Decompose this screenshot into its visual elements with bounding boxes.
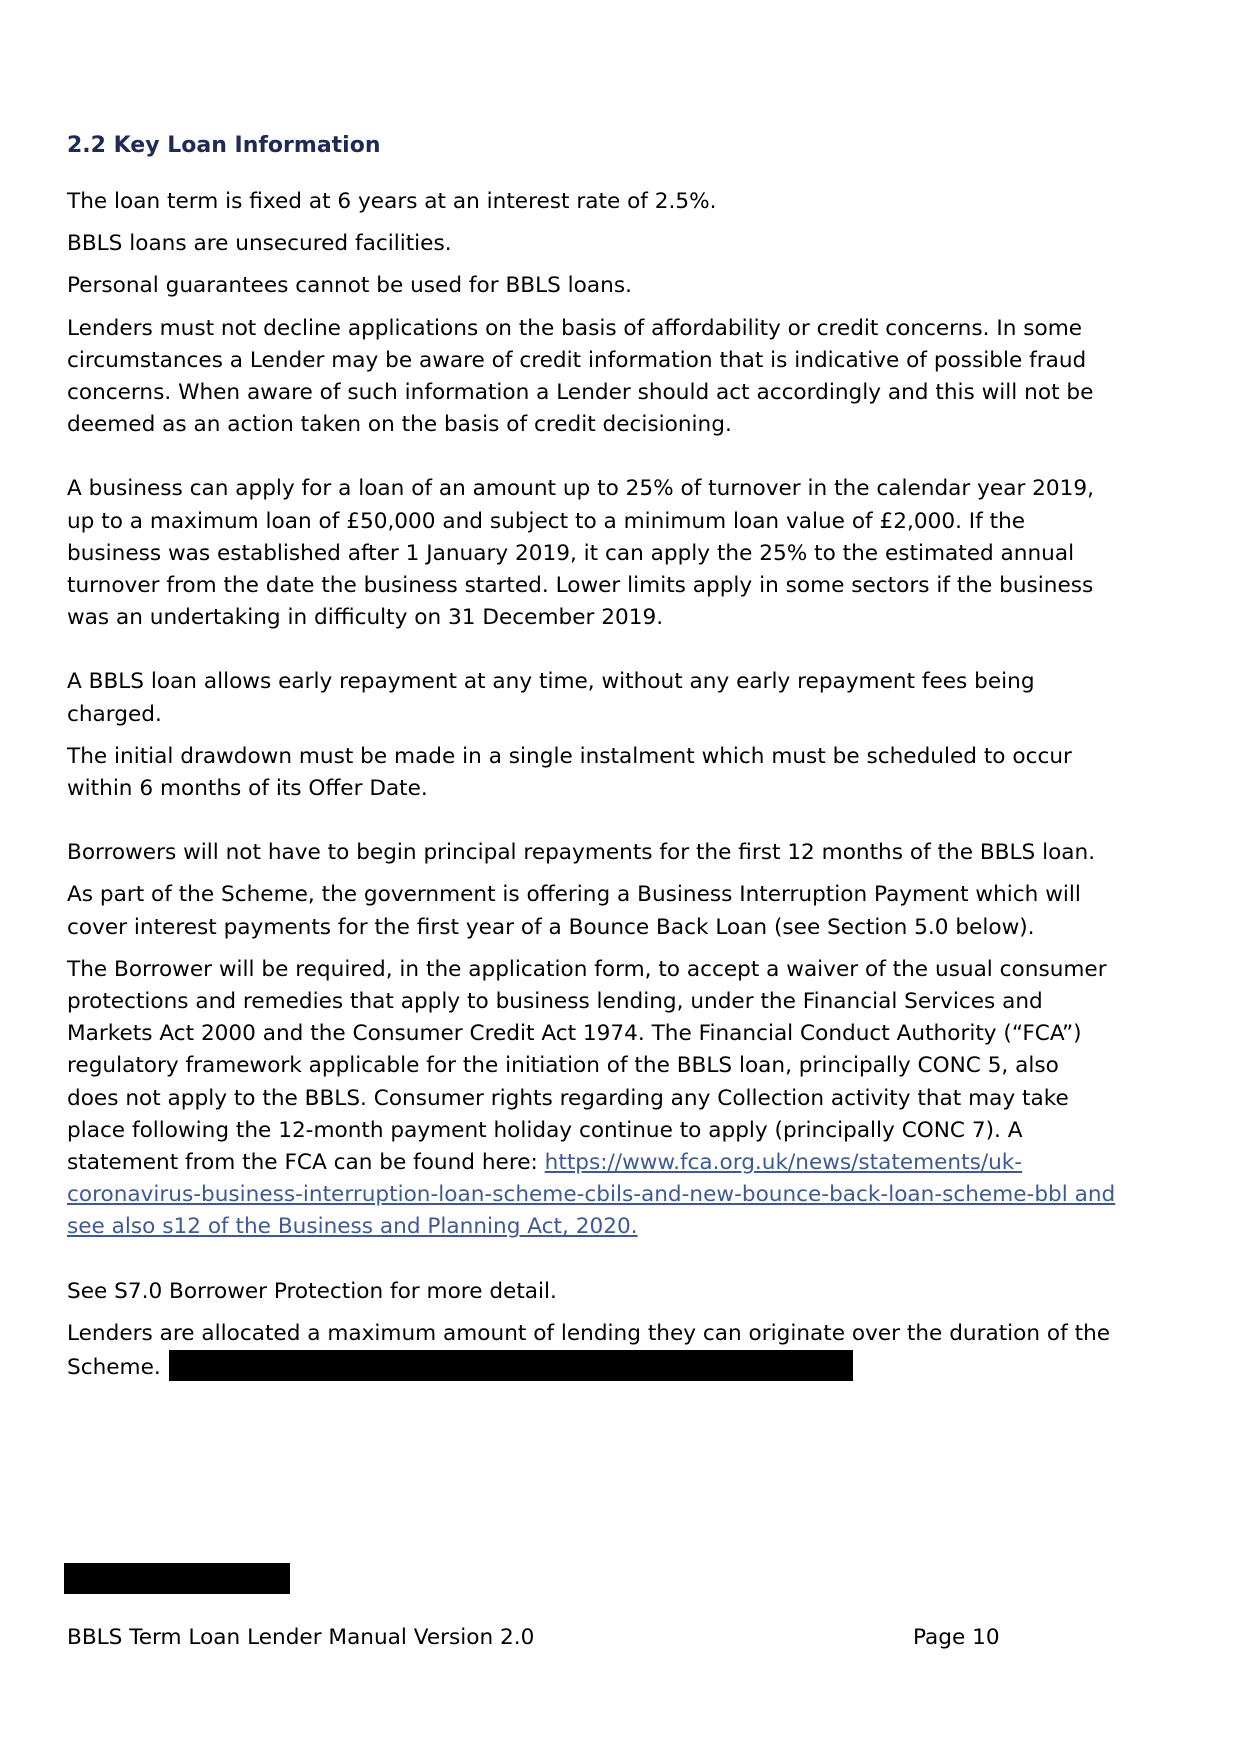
page-content xyxy=(67,130,1117,1394)
page-footer xyxy=(67,1622,1007,1654)
paragraph-loan-term: The loan term is fixed at 6 years at an interest rate of 2.5%. xyxy=(67,189,717,214)
paragraph-guarantees: Personal guarantees cannot be used for BBLS loans. xyxy=(67,273,632,299)
page-number: Page 10 xyxy=(913,1625,1000,1650)
paragraph-loan-amount: A business can apply for a loan of an amount up to 25% of turnover in the calendar year 2019, up to a maximum loan of £50,000 and subject to a minimum loan value of £2,000. If the business was established after 1 January 2019, it can apply the 25% to the estimated annual turnover from the date the business started. Lower limits apply in some sectors if the business was an undertaking in difficulty on 31 December 2019. xyxy=(67,476,1094,631)
lending-allocation-text: Lenders are allocated a maximum amount of lending they can originate over the duration of the Scheme. xyxy=(67,1320,1111,1381)
paragraph-business-interruption: As part of the Scheme, the government is offering a Business Interruption Payment which will cover interest payments for the first year of a Bounce Back Loan (see Section 5.0 below). xyxy=(67,882,1081,940)
paragraph-early-repayment: A BBLS loan allows early repayment at any time, without any early repayment fees being charged. xyxy=(67,669,1035,727)
section-heading: 2.2 Key Loan Information xyxy=(67,133,381,158)
fca-statement-link[interactable]: https://www.fca.org.uk/news/statements/uk-coronavirus-business-interruption-loan-scheme-cbils-and-new-bounce-back-loan-scheme-bbl and see also s12 of the Business and Planning Act, 2020. xyxy=(67,1150,1116,1240)
consumer-protection-text: The Borrower will be required, in the application form, to accept a waiver of the usual consumer protections and remedies that apply to business lending, under the Financial Services and Markets Act 2000 and the Consumer Credit Act 1974. The Financial Conduct Authority (“FCA”) regulatory framework applicable for the initiation of the BBLS loan, principally CONC 5, also does not apply to the BBLS. Consumer rights regarding any Collection activity that may take place following the 12-month payment holiday continue to apply (principally CONC 7). A statement from the FCA can be found here: xyxy=(67,956,1107,1176)
footer-title: BBLS Term Loan Lender Manual Version 2.0 xyxy=(67,1625,535,1650)
paragraph-principal-repayments: Borrowers will not have to begin principal repayments for the first 12 months of the BBLS loan. xyxy=(67,840,1096,866)
paragraph-drawdown: The initial drawdown must be made in a single instalment which must be scheduled to occur within 6 months of its Offer Date. xyxy=(67,743,1072,802)
redaction-bar-continued xyxy=(64,1563,290,1594)
paragraph-consumer-protection xyxy=(67,954,1117,1244)
redaction-bar xyxy=(169,1350,853,1381)
paragraph-borrower-protection: See S7.0 Borrower Protection for more detail. xyxy=(67,1278,557,1304)
paragraph-lending-allocation xyxy=(67,1318,1117,1384)
paragraph-unsecured: BBLS loans are unsecured facilities. xyxy=(67,231,452,257)
paragraph-affordability: Lenders must not decline applications on the basis of affordability or credit concerns. In some circumstances a Lender may be aware of credit information that is indicative of possible fraud concerns. When aware of such information a Lender should act accordingly and this will not be deemed as an action taken on the basis of credit decisioning. xyxy=(67,315,1094,438)
